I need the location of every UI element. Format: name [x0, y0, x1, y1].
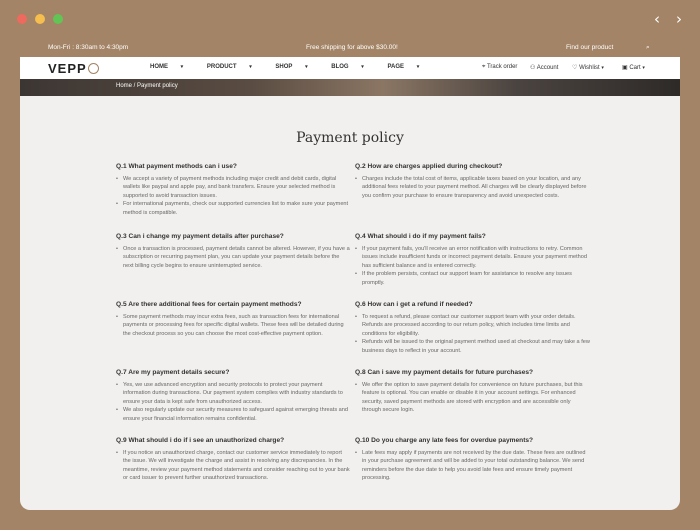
- cart-icon: ▣: [622, 65, 628, 71]
- policy-content: [20, 96, 680, 510]
- faq-answer: • If the problem persists, contact our support team for assistance to resolve any issues promptly.: [355, 270, 590, 287]
- menu-page[interactable]: PAGE ▾: [387, 64, 420, 70]
- faq-question: Q.7 Are my payment details secure?: [116, 369, 230, 376]
- faq-answer: • We offer the option to save payment details for convenience on future purchases, but this feature is optional. You can enable or disable it in your account settings. For enhanced security, saved payment methods are stored with encryption and are accessible only through secure login.: [355, 381, 590, 415]
- find-product-link[interactable]: Find our product: [566, 44, 614, 51]
- faq-answer: • We accept a variety of payment methods including major credit and debit cards, digital wallets like paypal and apple pay, and bank transfers. Ensure your selected method is supported to avoid transaction issues.: [116, 175, 351, 200]
- account-link[interactable]: ⚇ Account: [530, 65, 559, 71]
- faq-question: Q.4 What should i do if my payment fails?: [355, 233, 486, 240]
- heart-icon: ♡: [572, 65, 578, 71]
- faq-answer: • Refunds will be issued to the original payment method used at checkout and may take a few business days to reflect in your account.: [355, 338, 590, 355]
- faq-question: Q.10 Do you charge any late fees for overdue payments?: [355, 437, 534, 444]
- faq-item: [355, 301, 590, 355]
- hero-banner: [20, 79, 680, 96]
- user-icon: ⚇: [530, 65, 536, 71]
- faq-item: [355, 437, 590, 483]
- minimize-window-button[interactable]: [35, 14, 45, 24]
- faq-answer: • To request a refund, please contact our customer support team with your order details. Refunds are processed according to our return policy, which includes time limits and conditions for eligibility.: [355, 313, 590, 338]
- top-info-bar: [20, 38, 680, 57]
- back-arrow-icon[interactable]: ‹: [654, 10, 660, 28]
- main-menu: [150, 64, 441, 70]
- faq-item: [116, 233, 351, 270]
- faq-question: Q.5 Are there additional fees for certain payment methods?: [116, 301, 302, 308]
- faq-item: [355, 369, 590, 415]
- faq-answer: • Some payment methods may incur extra fees, such as transaction fees for international payments or processing fees for specific digital wallets. These fees will be detailed during the checkout process so you can choose the most cost-effective payment option.: [116, 313, 351, 338]
- business-hours: Mon-Fri : 8:30am to 4:30pm: [48, 44, 129, 51]
- faq-item: [116, 301, 351, 338]
- wishlist-link[interactable]: ♡ Wishlist ▾: [572, 65, 604, 71]
- faq-answer: • Charges include the total cost of items, applicable taxes based on your location, and any additional fees related to your payment method. All charges will be clearly displayed before you confirm your purchase to ensure transparency and avoid unexpected costs.: [355, 175, 590, 200]
- faq-question: Q.2 How are charges applied during checkout?: [355, 163, 503, 170]
- faq-question: Q.8 Can i save my payment details for future purchases?: [355, 369, 534, 376]
- track-order-link[interactable]: ⌖ Track order: [482, 64, 518, 70]
- faq-item: [116, 437, 351, 483]
- location-pin-icon: ⌖: [482, 64, 486, 70]
- shipping-notice: Free shipping for above $30.00!: [306, 44, 398, 51]
- faq-answer: • If you notice an unauthorized charge, contact our customer service immediately to report the issue. We will investigate the charge and assist in resolving any discrepancies. In the meantime, review your payment method statements and consider reaching out to your bank or card issuer to prevent further unauthorized transactions.: [116, 449, 351, 483]
- logo-mark-icon: [88, 63, 99, 74]
- cart-link[interactable]: ▣ Cart ▾: [622, 65, 645, 71]
- menu-blog[interactable]: BLOG ▾: [331, 64, 364, 70]
- faq-answer: • Once a transaction is processed, payment details cannot be altered. However, if you have a subscription or recurring payment plan, you can update your payment details before the next billing cycle begins to ensure uninterrupted service.: [116, 245, 351, 270]
- menu-product[interactable]: PRODUCT ▾: [206, 64, 252, 70]
- faq-question: Q.9 What should i do if i see an unauthorized charge?: [116, 437, 285, 444]
- faq-item: [355, 233, 590, 287]
- close-window-button[interactable]: [17, 14, 27, 24]
- faq-answer: • For international payments, check our supported currencies list to make sure your payment method is compatible.: [116, 200, 351, 217]
- faq-question: Q.6 How can i get a refund if needed?: [355, 301, 473, 308]
- main-header: [20, 57, 680, 79]
- faq-question: Q.1 What payment methods can i use?: [116, 163, 237, 170]
- faq-answer: • If your payment fails, you'll receive an error notification with instructions to retry. Common issues include insufficient funds or incorrect payment details. Ensure your payment method has sufficient balance and is entered correctly.: [355, 245, 590, 270]
- breadcrumb: Home / Payment policy: [116, 83, 178, 89]
- maximize-window-button[interactable]: [53, 14, 63, 24]
- faq-answer: • Yes, we use advanced encryption and security protocols to protect your payment information during transactions. Our payment system complies with industry standards to ensure your data is kept safe from unauthorized access.: [116, 381, 351, 406]
- faq-item: [355, 163, 590, 200]
- menu-home[interactable]: HOME ▾: [150, 64, 184, 70]
- faq-answer: • Late fees may apply if payments are not received by the due date. These fees are outlined in your purchase agreement and will be added to your total outstanding balance. We send reminders before the due date to help you avoid late fees and ensure timely payment processing.: [355, 449, 590, 483]
- faq-answer: • We also regularly update our security measures to safeguard against emerging threats and ensure your financial information remains confidential.: [116, 406, 351, 423]
- forward-arrow-icon[interactable]: ›: [676, 10, 682, 28]
- faq-item: [116, 369, 351, 423]
- page-title: Payment policy: [296, 130, 404, 146]
- site-logo[interactable]: VEPP: [48, 61, 99, 76]
- search-icon[interactable]: ⌕: [646, 44, 650, 51]
- menu-shop[interactable]: SHOP ▾: [275, 64, 308, 70]
- faq-question: Q.3 Can i change my payment details after purchase?: [116, 233, 284, 240]
- faq-item: [116, 163, 351, 217]
- browser-chrome: [0, 0, 700, 38]
